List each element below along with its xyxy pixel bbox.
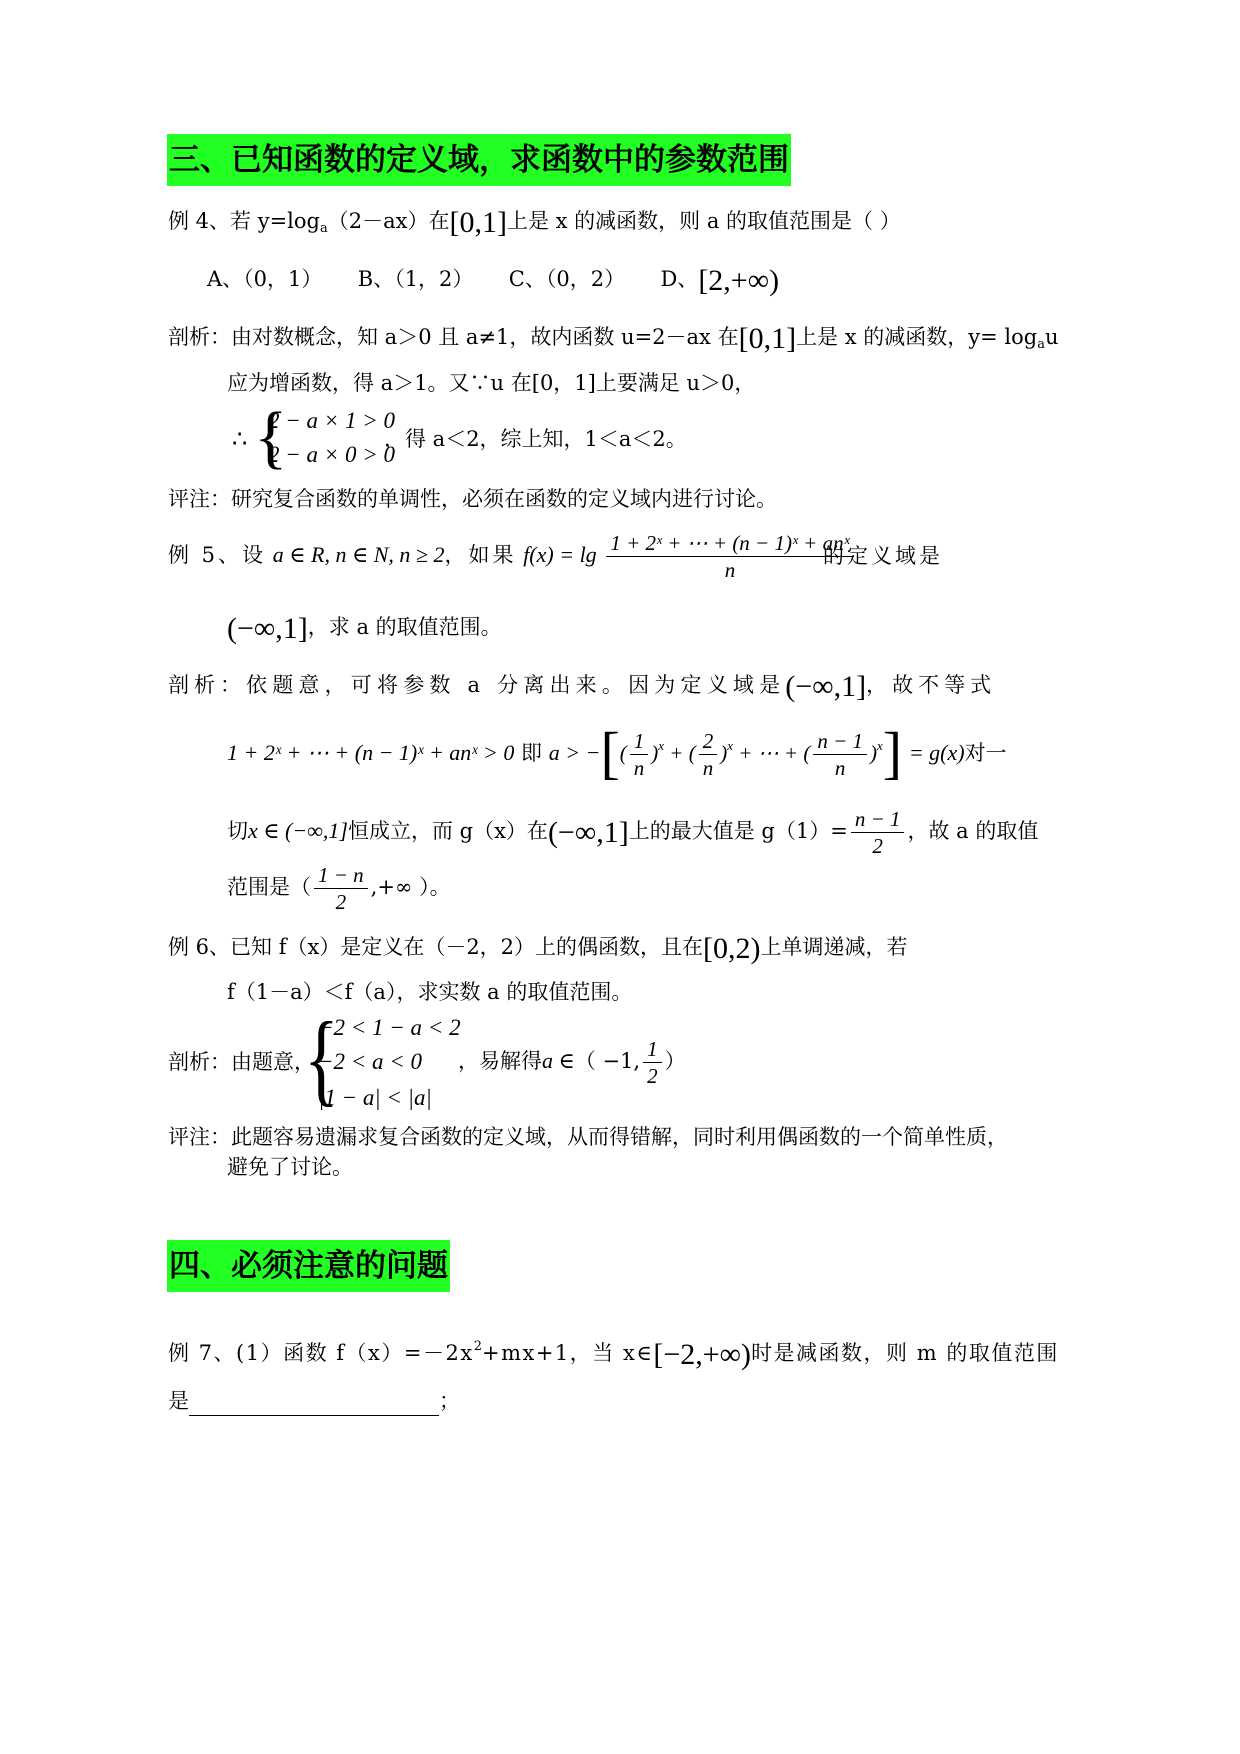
ex5-text-2: ，如果 — [444, 543, 517, 567]
ex4-option-b: B、（1，2） — [357, 267, 474, 291]
ex4-text-3: 上是 x 的减函数，则 a 的取值范围是（ ） — [506, 209, 901, 233]
ex4-analysis-line-2: 应为增函数，得 a＞1。又∵u 在[0，1]上要满足 u＞0， — [227, 371, 756, 395]
ex4-analysis-interval: [0,1] — [738, 322, 797, 355]
section-4-heading: 四、必须注意的问题 — [167, 1240, 450, 1292]
ex5-x-domain: x ∈ (−∞,1] — [248, 818, 348, 843]
ex5-question-line-1 — [168, 530, 943, 583]
ex7-text-2: +mx+1，当 x∈ — [481, 1341, 654, 1365]
ex5-term-3-num: n − 1 — [813, 728, 867, 755]
ex6-comment-text-1: 此题容易遗漏求复合函数的定义域，从而得错解，同时利用偶函数的一个简单性质， — [231, 1125, 1008, 1149]
ex5-term-2-den: n — [702, 756, 714, 780]
ex6-system-brace: { — [304, 1001, 339, 1116]
ex4-text-2: （2－ax）在 — [327, 209, 450, 233]
ex6-system-eq-2 — [318, 1045, 422, 1079]
ex4-comment-label: 评注： — [168, 487, 231, 511]
ex5-range-label: 范围是（ — [227, 875, 311, 899]
ex5-ji: 即 — [521, 741, 543, 765]
ex6-analysis-label: 剖析：由题意， — [168, 1050, 315, 1074]
ex5-analysis-line-2: 1 + 2ˣ + ⋯ + (n − 1)ˣ + anˣ > 0 即 a > −[( $\frac{1}{n}$ )$^x$ + ( $\frac{2}{n}$ )$^x$ + ⋯ + ( $\frac{n - 1}{n}$ )$^x$] = g(x)对一 — [227, 720, 1007, 785]
ex6-interval-start: （ −1, — [574, 1049, 641, 1073]
ex7-answer-blank[interactable] — [189, 1393, 439, 1416]
ex6-result-text: ，易解得 — [458, 1049, 542, 1073]
ex5-term-1-num: 1 — [630, 728, 649, 755]
ex5-max-value — [851, 806, 905, 859]
ex6-sys2-text: −2 < a < 0 — [318, 1049, 423, 1074]
ex6-text-1: 例 6、已知 f（x）是定义在（－2，2）上的偶函数，且在 — [168, 935, 704, 959]
ex6-question-line-1 — [168, 932, 908, 964]
therefore-symbol: ∴ — [232, 425, 248, 453]
ex5-term-1 — [630, 728, 649, 781]
ex4-sys2-text: 2 − a × 0 > 0 — [268, 442, 396, 467]
ex5-text-1: 例 5、设 — [168, 543, 267, 567]
ex7-text-4: 是 — [168, 1389, 189, 1413]
ex4-analysis-label: 剖析： — [168, 325, 231, 349]
ex6-comment-line-2: 避免了讨论。 — [227, 1155, 353, 1179]
ex5-range-den: 2 — [335, 890, 347, 914]
ex5-domain: (−∞,1] — [227, 612, 308, 645]
ex5-fraction — [606, 530, 853, 583]
ex5-analysis-line-1 — [168, 670, 997, 703]
ex4-log-base: a — [319, 221, 328, 236]
ex4-text-1: 例 4、若 y=log — [168, 209, 320, 233]
ex5-analysis-line-4 — [227, 862, 451, 915]
ex4-analysis-text-2: 上是 x 的减函数，y= log — [796, 325, 1038, 349]
ex7-text-5: ； — [439, 1389, 460, 1413]
ex5-analysis-line-3 — [227, 806, 1038, 859]
ex6-interval-end: ） — [664, 1049, 686, 1073]
ex5-analysis-text-2: ，故不等式 — [866, 673, 997, 697]
section-3-heading: 三、已知函数的定义域，求函数中的参数范围 — [167, 134, 791, 186]
ex4-analysis-line-3: ，得 a＜2，综上知，1＜a＜2。 — [384, 427, 687, 451]
ex6-interval: [0,2) — [703, 932, 761, 965]
ex4-system-eq-1 — [268, 404, 395, 438]
ex7-text-3: 时是减函数，则 m 的取值范围 — [751, 1341, 1059, 1365]
ex4-option-c: C、（0，2） — [508, 267, 626, 291]
ex6-comment-label: 评注： — [168, 1125, 231, 1149]
ex5-inequality: 1 + 2ˣ + ⋯ + (n − 1)ˣ + anˣ > 0 — [227, 740, 515, 765]
ex5-analysis-text-5: ，故 a 的取值 — [907, 819, 1039, 843]
ex6-a-in: a ∈ — [542, 1048, 575, 1073]
ex4-sys1-text: 2 − a × 1 > 0 — [268, 408, 396, 433]
ex5-analysis-label: 剖析： — [168, 673, 246, 697]
ex4-question — [168, 206, 901, 238]
ex6-text-2: 上单调递减，若 — [760, 935, 908, 959]
ex4-option-a: A、（0，1） — [207, 267, 323, 291]
ex5-max-num: n − 1 — [851, 806, 905, 833]
ex5-gx: = g(x) — [908, 740, 965, 765]
ex5-analysis-domain: (−∞,1] — [785, 670, 867, 703]
ex4-comment — [168, 484, 777, 514]
ex6-half-den: 2 — [647, 1064, 658, 1088]
ex4-option-d-value: [2,+∞) — [698, 264, 780, 297]
ex5-analysis-text-3: 恒成立，而 g（x）在 — [347, 819, 548, 843]
ex6-question-line-2: f（1－a）＜f（a），求实数 a 的取值范围。 — [227, 980, 633, 1004]
ex5-function-lhs: f(x) = lg — [523, 542, 597, 567]
ex5-term-2-num: 2 — [699, 728, 718, 755]
ex7-question-line-2 — [168, 1386, 460, 1416]
ex7-question-line-1 — [168, 1338, 1059, 1371]
ex5-term-3 — [813, 728, 867, 781]
ex5-fraction-numerator: 1 + 2ˣ + ⋯ + (n − 1)ˣ + anˣ — [606, 530, 853, 557]
ex5-a-greater: a > − — [548, 740, 601, 765]
ex5-right-bracket: ] — [882, 720, 903, 785]
ex4-system-eq-2 — [268, 438, 395, 472]
ex6-system-eq-3 — [318, 1081, 432, 1115]
ex5-text-3: 的定义域是 — [823, 544, 943, 568]
ex5-dui: 对一 — [964, 741, 1007, 765]
ex4-system-brace: { — [254, 399, 288, 476]
ex4-option-d-label: D、 — [660, 267, 699, 291]
ex5-condition: a ∈ R, n ∈ N, n ≥ 2 — [272, 542, 445, 567]
ex5-term-3-den: n — [834, 756, 846, 780]
ex5-range-num: 1 − n — [314, 862, 368, 889]
ex4-comment-text: 研究复合函数的单调性，必须在函数的定义域内进行讨论。 — [231, 487, 777, 511]
ex6-comment-line-1 — [168, 1122, 1008, 1152]
ex4-interval: [0,1] — [449, 206, 507, 239]
ex6-system-eq-1 — [318, 1011, 461, 1045]
ex6-sys1-text: −2 < 1 − a < 2 — [318, 1015, 461, 1040]
ex5-range-fraction — [314, 862, 368, 915]
ex4-analysis-text-1: 由对数概念，知 a＞0 且 a≠1，故内函数 u=2－ax 在 — [231, 325, 739, 349]
ex6-analysis-result — [458, 1036, 686, 1089]
ex5-max-den: 2 — [872, 834, 883, 858]
ex5-analysis-text-4: 上的最大值是 g（1）= — [628, 819, 848, 843]
ex5-analysis-domain-2: (−∞,1] — [547, 816, 629, 849]
ex5-text-4: ，求 a 的取值范围。 — [307, 615, 502, 639]
ex7-exponent: 2 — [473, 1339, 482, 1354]
ex7-text-1: 例 7、(1）函数 f（x）=－2x — [168, 1341, 474, 1365]
ex5-term-1-den: n — [633, 756, 645, 780]
ex5-range-end: ,+∞ ）。 — [370, 875, 451, 899]
ex5-question-line-2 — [227, 612, 502, 644]
ex5-qie: 切 — [227, 819, 248, 843]
ex5-term-2 — [699, 728, 718, 781]
ex4-analysis-line-1 — [168, 322, 1059, 354]
ex6-half — [643, 1036, 662, 1089]
ex5-left-bracket: [ — [600, 720, 620, 785]
ex6-sys3-text: |1 − a| < |a| — [318, 1085, 432, 1110]
ex4-analysis-log-base: a — [1037, 337, 1045, 352]
ex7-interval: [−2,+∞) — [653, 1338, 752, 1371]
ex4-options — [207, 264, 779, 296]
ex5-analysis-text-1: 依题意，可将参数 a 分离出来。因为定义域是 — [246, 673, 786, 697]
ex4-analysis-text-3: u — [1044, 325, 1059, 349]
ex6-half-num: 1 — [643, 1036, 662, 1063]
ex5-fraction-denominator: n — [724, 558, 736, 582]
